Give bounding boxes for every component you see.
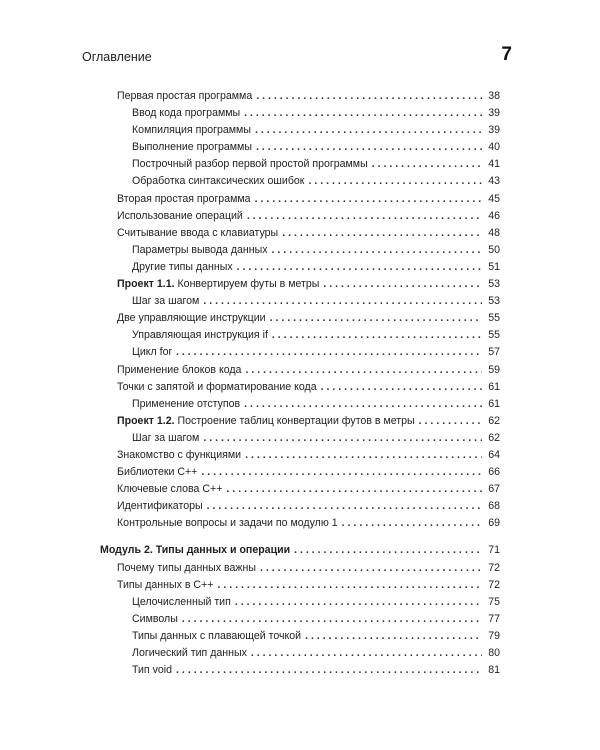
dot-leader [201,464,482,481]
dot-leader [272,242,482,259]
toc-entry [117,515,500,532]
toc-entry-title: Ввод кода программы [132,107,241,120]
dot-leader [342,515,482,532]
toc-page-number: 48 [488,226,500,239]
toc-subentry [117,344,500,361]
project-title: Конвертируем футы в метры [177,278,320,291]
toc-entry-title: Применение отступов [132,397,241,410]
toc-page-number: 38 [488,90,500,102]
dot-leader [245,362,482,379]
dot-leader [237,259,482,276]
toc-entry-title: Первая простая программа [117,90,253,102]
dot-leader [226,481,482,498]
toc-subentry [117,173,500,190]
dot-leader [244,105,482,122]
toc-page-number: 72 [488,578,500,591]
toc-entry-title: Две управляющие инструкции [117,312,266,325]
toc-entry [117,498,500,515]
toc-entry [117,191,500,208]
toc-entry-title: Контрольные вопросы и задачи по модулю 1 [117,517,338,530]
toc-entry-title: Построчный разбор первой простой программы [132,158,368,171]
dot-leader [321,379,482,396]
toc-entry-title: Обработка синтаксических ошибок [132,175,305,188]
toc-page-number: 64 [488,448,500,461]
dot-leader [247,208,482,225]
dot-leader [294,542,482,559]
toc-page-number: 50 [488,243,500,256]
dot-leader [255,191,482,208]
toc-page-number: 75 [488,595,500,608]
toc-entry [117,362,500,379]
toc-entry-title: Цикл for [132,346,172,359]
toc-entry [117,208,500,225]
toc-entry-title: Модуль 2. Типы данных и операции [100,544,291,557]
toc-entry [117,225,500,242]
toc-subentry [117,139,500,156]
toc-subentry [117,156,500,173]
toc-page-number: 69 [488,517,500,530]
toc-page-number: 41 [488,158,500,171]
toc-entry-title: Идентификаторы [117,500,203,513]
toc-page-number: 39 [488,124,500,137]
toc-entry [117,276,500,293]
toc-subentry [117,105,500,122]
dot-leader [256,139,482,156]
project-prefix: Проект 1.1. [117,278,175,291]
dot-leader [419,413,482,430]
toc-subentry [117,662,500,679]
toc-page-number: 55 [488,329,500,342]
dot-leader [372,156,482,173]
dot-leader [260,560,482,577]
project-title: Построение таблиц конвертации футов в метры [177,414,415,427]
dot-leader [176,344,482,361]
toc-page-number: 57 [488,346,500,359]
toc-entry [117,464,500,481]
toc-subentry [117,327,500,344]
toc-page-number: 43 [488,175,500,188]
toc-page-number: 45 [488,192,500,205]
toc-entry [117,577,500,594]
toc-page-number: 79 [488,629,500,642]
dot-leader [207,498,482,515]
toc-subentry [117,628,500,645]
toc-entry-title: Типы данных в C++ [117,578,214,591]
toc-page-number: 62 [488,431,500,444]
toc-page-number: 59 [488,363,500,376]
toc-page-number: 39 [488,107,500,120]
toc-subentry [117,594,500,611]
page-number: 7 [501,44,512,65]
dot-leader [282,225,482,242]
toc-page-number: 40 [488,141,500,154]
toc-entry-title: Использование операций [117,209,243,222]
toc-entry [117,88,500,105]
toc-entry-title: Шаг за шагом [132,295,200,308]
toc-subentry [117,396,500,413]
toc-entry-title: Типы данных с плавающей точкой [132,629,302,642]
toc-entry-title: Знакомство с функциями [117,448,242,461]
toc-entry-title: Считывание ввода с клавиатуры [117,226,279,239]
toc-page-number: 61 [488,397,500,410]
project-prefix: Проект 1.2. [117,414,175,427]
toc-page-number: 61 [488,380,500,393]
page-header [82,44,512,70]
toc-subentry [117,259,500,276]
toc-page-number: 51 [488,260,500,273]
toc-module-entry [100,542,500,559]
toc-page-number: 81 [488,664,500,677]
toc-page-number: 62 [488,414,500,427]
toc-entry [117,310,500,327]
toc-subentry [117,645,500,662]
toc-page-number: 72 [488,561,500,574]
toc-entry-title: Выполнение программы [132,141,252,154]
toc-entry [117,447,500,464]
toc-entry [117,413,500,430]
dot-leader [305,628,482,645]
toc-page-number: 46 [488,209,500,222]
toc-page-number: 66 [488,466,500,479]
toc-entry-title: Целочисленный тип [132,595,231,608]
dot-leader [255,122,482,139]
table-of-contents [100,88,500,679]
toc-entry-title: Библиотеки C++ [117,466,198,479]
toc-entry-title: Точки с запятой и форматирование кода [117,380,317,393]
toc-entry-title: Управляющая инструкция if [132,329,268,342]
toc-page-number: 53 [488,295,500,308]
running-title: Оглавление [82,50,152,64]
toc-subentry [117,242,500,259]
toc-entry-title: Ключевые слова C++ [117,483,223,496]
toc-page-number: 71 [488,544,500,557]
toc-entry-title: Вторая простая программа [117,192,251,205]
toc-entry-title [117,413,415,430]
toc-page-number: 80 [488,647,500,659]
dot-leader [256,88,482,105]
toc-entry-title: Другие типы данных [132,260,233,273]
dot-leader [176,662,482,679]
dot-leader [235,594,482,611]
toc-subentry [117,122,500,139]
toc-page-number: 77 [488,612,500,625]
toc-entry-title: Логический тип данных [132,647,247,659]
toc-page-number: 67 [488,483,500,496]
toc-entry-title: Применение блоков кода [117,363,242,376]
toc-subentry [117,611,500,628]
dot-leader [182,611,482,628]
dot-leader [244,396,482,413]
toc-entry-title: Символы [132,612,178,625]
toc-page-number: 53 [488,278,500,291]
toc-subentry [117,293,500,310]
toc-entry-title: Шаг за шагом [132,431,200,444]
toc-entry-title [117,276,319,293]
toc-entry-title: Компиляция программы [132,124,251,137]
dot-leader [245,447,482,464]
dot-leader [203,430,482,447]
toc-page-number: 68 [488,500,500,513]
dot-leader [323,276,482,293]
toc-entry [117,560,500,577]
toc-subentry [117,430,500,447]
dot-leader [217,577,482,594]
toc-entry [117,481,500,498]
dot-leader [270,310,482,327]
dot-leader [251,645,482,662]
toc-entry-title: Параметры вывода данных [132,243,268,256]
dot-leader [308,173,482,190]
toc-page-number: 55 [488,312,500,325]
toc-entry-title: Почему типы данных важны [117,561,256,574]
dot-leader [203,293,482,310]
toc-entry [117,379,500,396]
dot-leader [272,327,482,344]
toc-entry-title: Тип void [132,664,173,677]
